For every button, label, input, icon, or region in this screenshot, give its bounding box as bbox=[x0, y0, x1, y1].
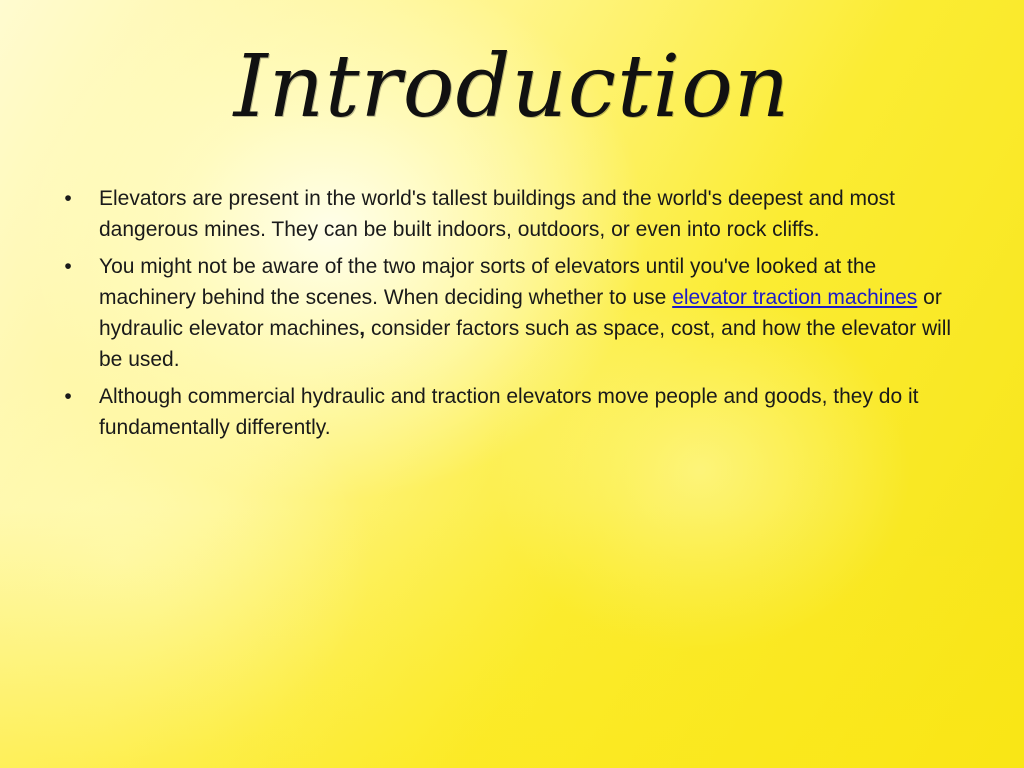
bullet-text-part: or hydraulic elevator machines bbox=[99, 286, 942, 340]
bullet-text: Although commercial hydraulic and traction elevators move people and goods, they do it fundamentally differently. bbox=[99, 385, 919, 439]
bullet-item bbox=[56, 183, 968, 245]
bullet-item bbox=[56, 381, 968, 443]
bullet-text-part: You might not be aware of the two major sorts of elevators until you've looked at the machinery behind the scenes. When deciding whether to use bbox=[99, 255, 877, 309]
elevator-traction-machines-link[interactable]: elevator traction machines bbox=[672, 286, 918, 309]
slide-title: Introduction bbox=[233, 37, 791, 137]
bullet-icon: • bbox=[64, 385, 72, 408]
bullet-text-part: consider factors such as space, cost, and how the elevator will be used. bbox=[99, 317, 952, 371]
bullet-icon: • bbox=[64, 187, 72, 210]
bullet-text: Elevators are present in the world's tallest buildings and the world's deepest and most dangerous mines. They can be built indoors, outdoors, or even into rock cliffs. bbox=[99, 187, 895, 241]
bullet-item bbox=[56, 251, 968, 375]
bold-comma: , bbox=[359, 317, 366, 340]
bullet-icon: • bbox=[64, 255, 72, 278]
bullet-list bbox=[56, 183, 968, 449]
bullet-text bbox=[99, 255, 951, 371]
